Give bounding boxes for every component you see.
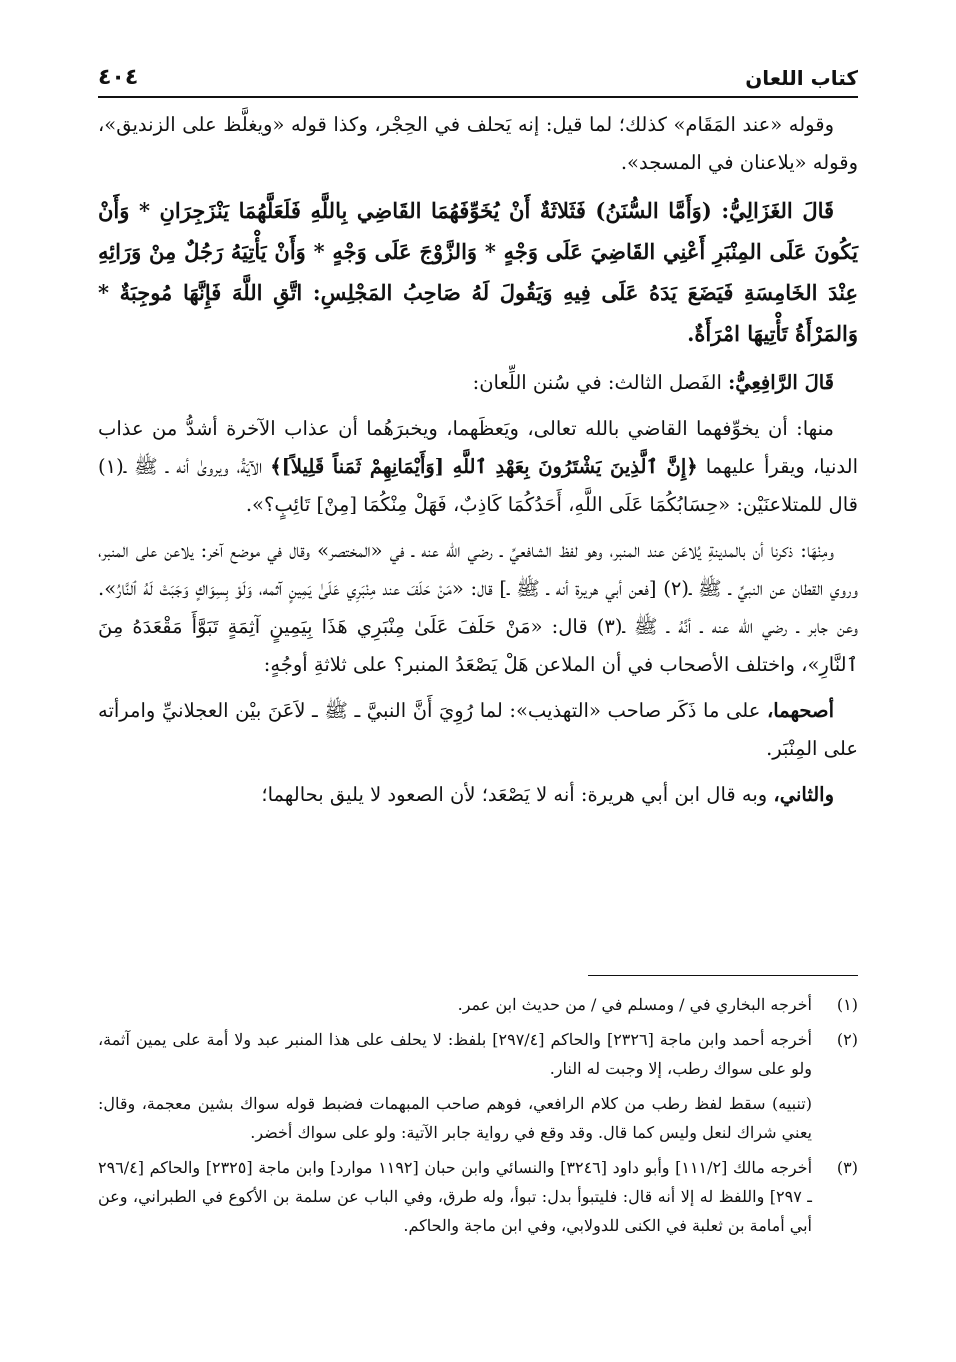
footnote-number: (٢) [836, 1030, 858, 1049]
ghazali-label: قَالَ الغَزَالِيُّ: [721, 198, 835, 223]
paragraph-4-a: منها: أن يخوِّفهما القاضي بالله تعالى، ويَعظَهما، ويخبرَهُما أن عذاب الآخرة أشدُّ من عذاب الدنيا، ويقرأ عليهما [98, 417, 858, 478]
page-header [98, 40, 858, 98]
second-opinion-label: والثاني، [773, 783, 834, 806]
paragraph-4 [98, 410, 858, 524]
footnote-2-notice: (تنبيه) سقط لفظ رطب من كلام الرافعي، فوهم صاحب المبهمات فضبط قوله سواك بشين معجمة، وقال: يعني شراك لنعل وليس كما قال. وقد وقع في رواية جابر الآتية: ولو على سواك أخضر. [98, 1094, 812, 1142]
second-opinion-text: وبه قال ابن أبي هريرة: أنه لا يَصْعَد؛ لأن الصعود لا يليق بحالهما؛ [261, 783, 768, 806]
footnote-1 [98, 990, 858, 1019]
main-text [98, 106, 858, 822]
first-opinion-label: أصحهما، [766, 699, 834, 722]
ghazali-body: (وَأَمَّا السُّنَنُ) فَثَلاثَةٌ أَنْ يُخَوِّفَهُمَا القَاضِي بِاللَّهِ فَلَعَلَّهُمَا يَنْزَجِرَانِ * وَأَنْ يَكُونَ عَلَى المِنْبَرِ أَعْنِي القَاضِيَ عَلَى وَجْهٍ * وَالزَّوْجَ عَلَى وَجْهٍ * وَأَنْ يَأْتِيَهُ رَجُلٌ مِنْ وَرَائِهِ عِنْدَ الخَامِسَةِ فَيَضَعَ يَدَهُ عَلَى فِيهِ وَيَقُولَ لَهُ صَاحِبُ المَجْلِسِ: اتَّقِ اللَّهَ فَإِنَّهَا مُوجِبَةٌ * وَالمَرْأَةُ تَأْتِيهَا امْرَأَةٌ. [98, 198, 858, 346]
footnote-number: (٣) [836, 1158, 858, 1177]
footnote-text: أخرجه البخاري في / ومسلم في / من حديث ابن عمر. [457, 995, 812, 1014]
rafii-body: الفَصل الثالث: في سُنن اللِّعان: [472, 371, 722, 394]
footnote-text: أخرجه مالك [١١١/٢] وأبو داود [٣٢٤٦] والنسائي وابن حبان [١١٩٢ موارد] وابن ماجة [٢٣٢٥] والحاكم [٢٩٦/٤ ـ ٢٩٧] واللفظ له إلا أنه قال: فليتبوأ بدل: تبوأ، وله طرق، وفي الباب عن سلمة بن الأكوع في الطبراني، وعن أبي أمامة بن ثعلبة في الكنى للدولابي، وفي ابن ماجة والحاكم. [98, 1158, 813, 1235]
rafii-heading [98, 364, 858, 402]
paragraph-6 [98, 692, 858, 768]
paragraph-7 [98, 776, 858, 814]
footnotes [98, 990, 858, 1246]
quran-verse: ﴿إِنَّ ٱلَّذِينَ يَشْتَرُونَ بِعَهْدِ ٱللَّهِ [وَأَيْمَانِهِمْ ثَمَناً قَلِيلاً]﴾ [270, 455, 698, 478]
rafii-label: قَالَ الرَّافِعِيُّ: [728, 371, 834, 394]
footnote-2 [98, 1025, 858, 1083]
first-opinion-text: على ما ذَكَر صاحب «التهذيب»: لما رُوِيَ أَنَّ النبيَّ ـ ﷺ ـ لاَعَنَ بيْن العجلانيِّ وامرأته على المِنْبَر. [98, 699, 858, 760]
paragraph-4-b: الآيَةُ، ويروىٰ أنه ـ ﷺ ـ(١) قال للمتلاعنَيْن: «حِسَابُكُمَا عَلَى اللَّهِ، أَحَدُكُمَا كَاذِبٌ، فَهَلْ مِنْكُمَا [مِنْ] تَائِبٍ؟». [98, 455, 858, 516]
page-number: ٤٠٤ [98, 65, 139, 90]
paragraph-5: ومِنْهَا: ذكرنا أن بالمدينةِ يُلاعَن عند المنبر، وهو لفظ الشافعيِّ ـ رضي الله عنه ـ في «المختصر» وقال في موضع آخر: يلاعن على المنبر، وروي القطان عن النبيِّ ـ ﷺ ـ(٢) [فعن أبي هريرة أنه ـ ﷺ ـ] قال: «مَنْ حَلَفَ عند مِنْبَرِي عَلَىٰ يَمِينٍ آثمه، وَلَوْ بِسِوَاكٍ وَجَبَتْ لَهُ ٱلنَّارُ». وعن جابر ـ رضي الله عنه ـ أنَّهُ ـ ﷺ ـ(٣) قال: «مَنْ حَلَفَ عَلَىٰ مِنْبَرِي هَذَا بِيَمِينٍ آثِمَةٍ تَبَوَّأَ مَقْعَدَهُ مِنَ ٱلنَّارِ»، واختلف الأصحاب في أن الملاعن هَلْ يَصْعَدُ المنبر؟ على ثلاثةِ أوجُهٍ: [98, 539, 859, 676]
running-title: كتاب اللعان [745, 66, 858, 90]
paragraph-1: وقوله «عند المَقَام» كذلك؛ لما قيل: إنه يَحلف في الحِجْر، وكذا قوله «ويغلَّظ على الزنديق»، وقوله «يلاعنان في المسجد». [98, 113, 858, 174]
footnote-number: (١) [836, 995, 858, 1014]
footnote-text: أخرجه أحمد وابن ماجة [٢٣٢٦] والحاكم [٢٩٧/٤] بلفظ: لا يحلف على هذا المنبر عبد ولا أمة على يمين آثمة، ولو على سواك رطب، إلا وجبت له النار. [98, 1030, 813, 1078]
ghazali-text [98, 190, 858, 354]
footnote-separator [588, 975, 858, 976]
footnote-3 [98, 1153, 858, 1240]
